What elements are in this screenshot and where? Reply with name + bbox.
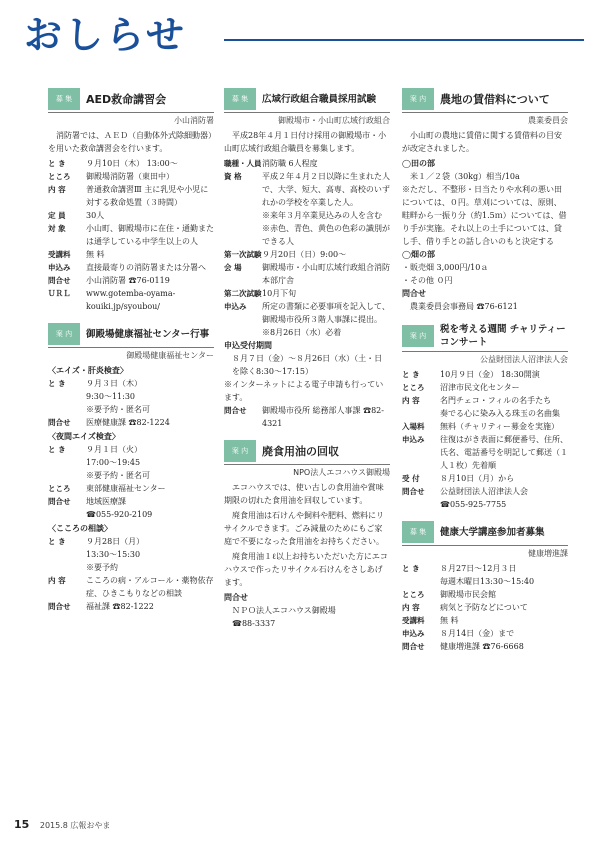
row-label: 内 容 bbox=[48, 576, 66, 585]
category-badge: 案 内 bbox=[48, 323, 80, 345]
info-row bbox=[402, 627, 568, 640]
row-label: 受講料 bbox=[48, 250, 71, 259]
row-label bbox=[48, 469, 86, 482]
article-health-seminar bbox=[402, 521, 568, 653]
info-row bbox=[224, 157, 390, 170]
issue-label: 2015.8 広報おやま bbox=[39, 821, 111, 830]
column-right bbox=[402, 88, 568, 663]
article-title: 農地の賃借料について bbox=[440, 92, 550, 106]
row-value: 小山消防署 ☎76-0119 bbox=[86, 276, 170, 285]
info-row bbox=[402, 407, 568, 420]
row-value: 往復はがき表面に郵便番号、住所、氏名、電話番号を明記して郵送（１人１枚）先着順 bbox=[440, 435, 568, 470]
info-row bbox=[402, 614, 568, 627]
info-row bbox=[402, 420, 568, 433]
section-heading: ◯畑の部 bbox=[402, 249, 435, 259]
category-badge: 募 集 bbox=[402, 521, 434, 543]
row-value: 無 料 bbox=[86, 250, 105, 259]
row-value: 公益財団法人沼津法人会 bbox=[440, 487, 528, 496]
row-label bbox=[48, 403, 86, 416]
row-value: 直接最寄りの消防署または分署へ bbox=[86, 263, 206, 272]
row-label: 問合せ bbox=[48, 602, 71, 611]
info-row bbox=[48, 495, 214, 508]
column-left bbox=[48, 88, 214, 623]
row-value: ９月３日（木） bbox=[86, 379, 142, 388]
row-value: ☎055-925-7755 bbox=[440, 500, 507, 509]
info-row bbox=[48, 574, 214, 600]
info-rows bbox=[224, 157, 390, 339]
info-row bbox=[48, 274, 214, 287]
info-row bbox=[48, 183, 214, 209]
info-row bbox=[48, 377, 214, 390]
row-value: ※要予約 bbox=[86, 563, 118, 572]
info-rows bbox=[48, 377, 214, 429]
article-health-center bbox=[48, 323, 214, 613]
row-value: 無 料 bbox=[440, 616, 459, 625]
row-value: 病気と予防などについて bbox=[440, 603, 528, 612]
rice-rate: 米１／２袋（30kg）相当/10a bbox=[410, 172, 520, 181]
article-oil-collection bbox=[224, 440, 390, 630]
contact-label: 問合せ bbox=[402, 288, 426, 298]
article-header bbox=[224, 440, 390, 465]
page-number: 15 bbox=[14, 818, 30, 831]
section-heading: 〈こころの相談〉 bbox=[48, 523, 112, 533]
article-header bbox=[48, 323, 214, 348]
row-label: ＵＲＬ bbox=[48, 289, 71, 298]
row-label: ところ bbox=[402, 590, 425, 599]
row-value: 平成２年４月２日以降に生まれた人で、大学、短大、高専、高校のいずれかの学校を卒業した人。 bbox=[262, 172, 390, 207]
info-rows bbox=[48, 443, 214, 521]
article-paragraph: エコハウスでは、使い古しの食用油や賞味期限の切れた食用油を回収しています。 bbox=[224, 483, 384, 505]
row-value: 東部健康福祉センター bbox=[86, 484, 166, 493]
row-value: こころの病・アルコール・薬物依存症、ひきこもりなどの相談 bbox=[86, 576, 214, 598]
title-divider bbox=[224, 39, 584, 41]
row-value: 健康増進課 ☎76-6668 bbox=[440, 642, 524, 651]
category-badge: 案 内 bbox=[402, 325, 434, 347]
info-row bbox=[48, 561, 214, 574]
info-rows bbox=[402, 368, 568, 511]
info-row bbox=[402, 368, 568, 381]
section-heading: 〈夜間エイズ検査〉 bbox=[48, 431, 120, 441]
row-label: 受 付 bbox=[402, 474, 420, 483]
article-header bbox=[402, 323, 568, 352]
row-value: 13:30～15:30 bbox=[86, 550, 141, 559]
row-value: 毎週木曜日13:30～15:40 bbox=[440, 577, 535, 586]
info-row bbox=[224, 326, 390, 339]
row-label: 問合せ bbox=[48, 276, 71, 285]
info-row bbox=[224, 170, 390, 209]
row-value: ９月10日（木） 13:00～ bbox=[86, 159, 178, 168]
info-rows bbox=[48, 157, 214, 313]
row-label: 申込み bbox=[402, 629, 425, 638]
row-value: 普通救命講習Ⅲ 主に乳児や小児に対する救命処置（３時間） bbox=[86, 185, 209, 207]
section-heading: 〈エイズ・肝炎検査〉 bbox=[48, 365, 128, 375]
row-value: 御殿場消防署（東田中） bbox=[86, 172, 174, 181]
row-label: と き bbox=[48, 379, 66, 388]
row-label: 職種・人員 bbox=[224, 159, 262, 168]
info-row bbox=[402, 394, 568, 407]
row-label: 入場料 bbox=[402, 422, 425, 431]
row-label: と き bbox=[48, 537, 66, 546]
info-row bbox=[48, 157, 214, 170]
article-charity-concert bbox=[402, 323, 568, 511]
row-value: www.gotemba-oyama-kouiki.jp/syoubou/ bbox=[86, 289, 176, 311]
info-row bbox=[224, 261, 390, 287]
row-label: ところ bbox=[48, 172, 71, 181]
row-value: 医療健康課 ☎82-1224 bbox=[86, 418, 170, 427]
row-label: 内 容 bbox=[48, 185, 66, 194]
info-row bbox=[48, 600, 214, 613]
row-label: 対 象 bbox=[48, 224, 66, 233]
row-value: ９月28日（月） bbox=[86, 537, 145, 546]
row-label: 問合せ bbox=[48, 418, 71, 427]
row-label: と き bbox=[402, 564, 420, 573]
row-value: 御殿場市民会館 bbox=[440, 590, 496, 599]
row-label bbox=[48, 456, 86, 469]
row-label: 申込み bbox=[48, 263, 71, 272]
row-value: 10月下旬 bbox=[262, 289, 297, 298]
row-label bbox=[402, 575, 440, 588]
row-label bbox=[224, 326, 262, 339]
row-value: 17:00～19:45 bbox=[86, 458, 141, 467]
info-row bbox=[48, 482, 214, 495]
info-row bbox=[402, 640, 568, 653]
page-header bbox=[24, 10, 584, 60]
info-row bbox=[224, 248, 390, 261]
article-title: AED救命講習会 bbox=[86, 92, 167, 106]
info-row bbox=[48, 469, 214, 482]
row-label: 受講料 bbox=[402, 616, 425, 625]
row-label: 内 容 bbox=[402, 396, 420, 405]
row-label: 会 場 bbox=[224, 263, 242, 272]
article-organization: NPO法人エコハウス御殿場 bbox=[293, 468, 390, 477]
row-label: 問合せ bbox=[402, 487, 425, 496]
note-text: ※インターネットによる電子申請も行っています。 bbox=[224, 380, 384, 402]
row-value: ８月27日～12月３日 bbox=[440, 564, 517, 573]
info-row bbox=[224, 287, 390, 300]
info-row bbox=[48, 261, 214, 274]
info-row bbox=[402, 433, 568, 472]
article-organization: 農業委員会 bbox=[528, 116, 568, 125]
article-title: 広域行政組合職員採用試験 bbox=[262, 93, 377, 105]
article-organization: 御殿場市・小山町広域行政組合 bbox=[278, 116, 390, 125]
period-text: ８月７日（金）～８月26日（水）（土・日を除く8:30～17:15） bbox=[232, 354, 383, 376]
category-badge: 募 集 bbox=[224, 88, 256, 110]
row-label: と き bbox=[48, 445, 66, 454]
row-value: ☎055-920-2109 bbox=[86, 510, 153, 519]
row-label bbox=[48, 390, 86, 403]
contact-label: 問合せ bbox=[224, 592, 248, 602]
row-label: 申込み bbox=[224, 302, 247, 311]
info-row bbox=[48, 456, 214, 469]
row-value: ※赤色、青色、黄色の色彩の識別ができる人 bbox=[262, 224, 390, 246]
info-rows bbox=[402, 562, 568, 653]
category-badge: 案 内 bbox=[224, 440, 256, 462]
article-organization: 御殿場健康福祉センター bbox=[126, 351, 214, 360]
info-row bbox=[402, 472, 568, 485]
row-label: 資 格 bbox=[224, 172, 242, 181]
article-title: 税を考える週間 チャリティーコンサート bbox=[440, 324, 566, 348]
row-value: ９月１日（火） bbox=[86, 445, 142, 454]
contact-row bbox=[224, 404, 390, 430]
info-row bbox=[48, 416, 214, 429]
field-rate: ・その他 ０円 bbox=[402, 276, 453, 285]
contact-text: 農業委員会事務局 ☎76-6121 bbox=[410, 302, 518, 311]
row-value: 御殿場市・小山町広域行政組合消防本部庁舎 bbox=[262, 263, 390, 285]
row-label: 内 容 bbox=[402, 603, 420, 612]
article-intro: 小山町の農地に賃借に関する賃借料の目安が改定されました。 bbox=[402, 131, 562, 153]
article-header bbox=[402, 521, 568, 546]
article-farmland bbox=[402, 88, 568, 313]
row-value: ※要予約・匿名可 bbox=[86, 471, 150, 480]
info-row bbox=[402, 601, 568, 614]
row-value: 消防職 6人程度 bbox=[262, 159, 318, 168]
info-row bbox=[402, 498, 568, 511]
row-value: 奏でる心に染み入る珠玉の名曲集 bbox=[440, 409, 560, 418]
info-row bbox=[48, 508, 214, 521]
info-row bbox=[48, 287, 214, 313]
info-row bbox=[224, 209, 390, 222]
row-value: ８月10日（月）から bbox=[440, 474, 515, 483]
row-label bbox=[48, 561, 86, 574]
row-value: 沼津市民文化センター bbox=[440, 383, 520, 392]
row-label: 問合せ bbox=[224, 406, 247, 415]
row-label bbox=[224, 209, 262, 222]
row-value: 30人 bbox=[86, 211, 105, 220]
article-header bbox=[48, 88, 214, 113]
row-value: ※来年３月卒業見込みの人を含む bbox=[262, 211, 382, 220]
page-footer bbox=[14, 818, 110, 831]
article-intro: 平成28年４月１日付け採用の御殿場市・小山町広域行政組合職員を募集します。 bbox=[224, 131, 387, 153]
period-heading: 申込受付期間 bbox=[224, 340, 272, 350]
row-label bbox=[48, 508, 86, 521]
row-value: ※8月26日（水）必着 bbox=[262, 328, 342, 337]
info-row bbox=[48, 403, 214, 416]
article-aed bbox=[48, 88, 214, 313]
row-value: 9:30～11:30 bbox=[86, 392, 136, 401]
info-row bbox=[48, 548, 214, 561]
row-value: 福祉課 ☎82-1222 bbox=[86, 602, 154, 611]
row-value: ８月14日（金）まで bbox=[440, 629, 515, 638]
article-paragraph: 廃食用油は石けんや飼料や肥料、燃料にリサイクルできます。ごみ減量のためにもご家庭で不要になった食用油をお持ちください。 bbox=[224, 511, 384, 546]
category-badge: 募 集 bbox=[48, 88, 80, 110]
contact-phone: ☎88-3337 bbox=[232, 619, 276, 628]
info-row bbox=[48, 222, 214, 248]
info-row bbox=[402, 381, 568, 394]
column-middle bbox=[224, 88, 390, 640]
row-label: 第一次試験 bbox=[224, 250, 262, 259]
article-title: 廃食用油の回収 bbox=[262, 444, 339, 458]
row-value: 地域医療課 bbox=[86, 497, 126, 506]
article-organization: 健康増進課 bbox=[528, 549, 568, 558]
row-value: 10月９日（金） 18:30開演 bbox=[440, 370, 540, 379]
info-row bbox=[402, 588, 568, 601]
article-organization: 公益財団法人沼津法人会 bbox=[480, 355, 568, 364]
article-title: 健康大学講座参加者募集 bbox=[440, 526, 545, 538]
article-intro: 消防署では、ＡＥＤ（自動体外式除細動器）を用いた救命講習会を行います。 bbox=[48, 131, 212, 153]
section-heading: ◯田の部 bbox=[402, 158, 435, 168]
info-rows bbox=[48, 535, 214, 613]
article-header bbox=[402, 88, 568, 113]
info-row bbox=[48, 209, 214, 222]
info-row bbox=[48, 170, 214, 183]
row-label bbox=[224, 222, 262, 248]
row-label: ところ bbox=[402, 383, 425, 392]
row-value: 所定の書類に必要事項を記入して、御殿場市役所３階人事課に提出。 bbox=[262, 302, 390, 324]
row-value: ９月20日（日）9:00～ bbox=[262, 250, 347, 259]
row-value: 名門チェコ・フィルの名手たち bbox=[440, 396, 552, 405]
article-recruitment bbox=[224, 88, 390, 430]
info-row bbox=[224, 300, 390, 326]
row-label: 第二次試験 bbox=[224, 289, 262, 298]
row-value: 御殿場市役所 総務部人事課 ☎82-4321 bbox=[262, 406, 384, 428]
page-title: おしらせ bbox=[24, 13, 187, 57]
row-label: 問合せ bbox=[402, 642, 425, 651]
row-label: ところ bbox=[48, 484, 71, 493]
article-organization: 小山消防署 bbox=[174, 116, 214, 125]
contact-name: ＮＰＯ法人エコハウス御殿場 bbox=[232, 606, 336, 615]
row-label: 申込み bbox=[402, 435, 425, 444]
info-row bbox=[48, 248, 214, 261]
field-rate: ・販売畑 3,000円/10ａ bbox=[402, 263, 489, 272]
article-title: 御殿場健康福祉センター行事 bbox=[86, 328, 210, 340]
info-row bbox=[402, 575, 568, 588]
row-label: と き bbox=[402, 370, 420, 379]
article-header bbox=[224, 88, 390, 113]
category-badge: 案 内 bbox=[402, 88, 434, 110]
info-row bbox=[48, 390, 214, 403]
row-label bbox=[48, 548, 86, 561]
info-row bbox=[402, 562, 568, 575]
article-paragraph: 廃食用油１ℓ以上お持ちいただいた方にエコハウスで作ったリサイクル石けんをさしあげます。 bbox=[224, 552, 388, 587]
row-label bbox=[402, 498, 440, 511]
info-row bbox=[224, 222, 390, 248]
row-label bbox=[402, 407, 440, 420]
rice-note: ※ただし、不整形・日当たりや水利の悪い田については、０円。草刈については、原則、畦畔から一振り分（約1.5ｍ）については、借り手が実施。それ以上の土手については、貸し手、借り手との話し合いのもと決定する bbox=[402, 185, 567, 246]
info-row bbox=[402, 485, 568, 498]
row-label: 問合せ bbox=[48, 497, 71, 506]
row-value: 無料（チャリティー募金を実施） bbox=[440, 422, 559, 431]
info-row bbox=[48, 443, 214, 456]
row-value: 小山町、御殿場市に在住・通勤または通学している中学生以上の人 bbox=[86, 224, 214, 246]
row-value: ※要予約・匿名可 bbox=[86, 405, 150, 414]
row-label: 定 員 bbox=[48, 211, 66, 220]
row-label: と き bbox=[48, 159, 66, 168]
info-row bbox=[48, 535, 214, 548]
